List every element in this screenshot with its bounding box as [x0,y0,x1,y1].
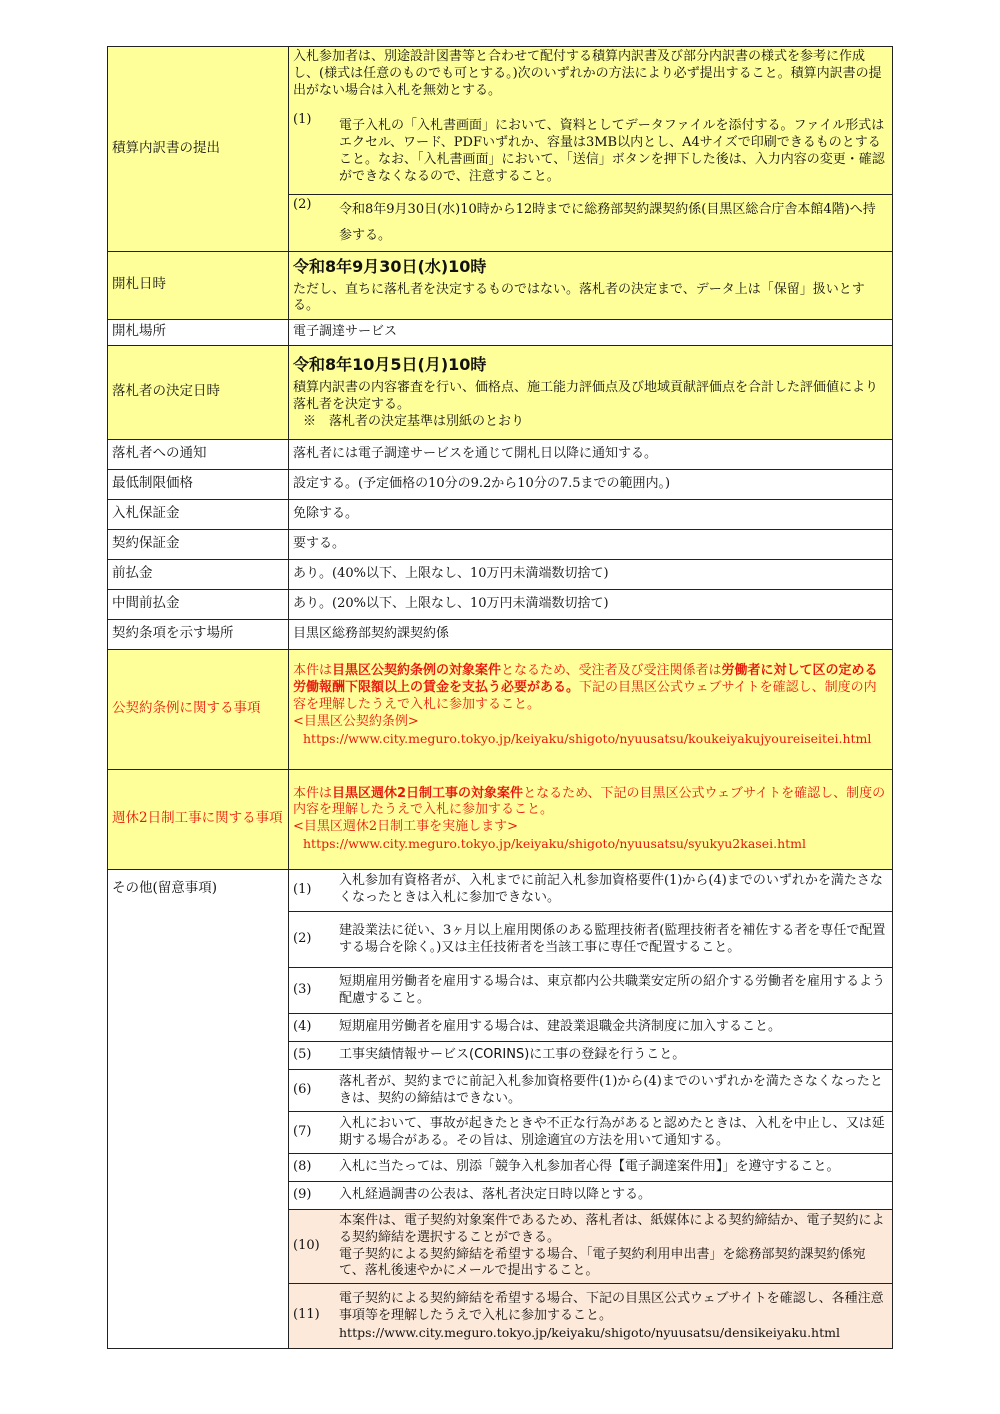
row-label: 落札者への通知 [108,439,289,469]
public-contract-url[interactable]: https://www.city.meguro.tokyo.jp/keiyaku/shigoto/nyuusatsu/koukeiyakujyoureiseitei.html [303,730,872,746]
item-number: (1) [293,112,312,127]
row-label: 公契約条例に関する事項 [108,649,289,769]
row-mid-advance [108,589,893,619]
list-item [289,1014,892,1042]
estimate-intro: 入札参加者は、別途設計図書等と合わせて配付する積算内訳書及び部分内訳書の様式を参考に作成し、(様式は任意のものでも可とする。)次のいずれかの方法により必ず提出すること。積算内訳書の提出がない場合は入札を無効とする。 [293,49,882,98]
decision-note: 積算内訳書の内容審査を行い、価格点、施工能力評価点及び地域貢献評価点を合計した評価値により落札者を決定する。 [293,380,879,412]
public-contract-text: 本件は目黒区公契約条例の対象案件となるため、受注者及び受注関係者は労働者に対して区の定める労働報酬下限額以上の賃金を支払う必要がある。下記の目黒区公式ウェブサイトを確認し、制度の内容を理解したうえで入札に参加すること。 [293,663,878,712]
decision-datetime-value: 令和8年10月5日(月)10時 [293,355,487,375]
item-text: 電子契約による契約締結を希望する場合、下記の目黒区公式ウェブサイトを確認し、各種注意事項等を理解したうえで入札に参加すること。 https://www.city.meguro.tokyo.jp/keiyaku/shigoto/nyuusatsu/densikeiyaku.html [335,1284,892,1348]
item-number: (8) [289,1154,335,1182]
item-number: (6) [289,1070,335,1112]
opening-datetime-value: 令和8年9月30日(水)10時 [293,256,487,276]
item-text: 本案件は、電子契約対象案件であるため、落札者は、紙媒体による契約締結か、電子契約による契約締結を選択することができる。 電子契約による契約締結を希望する場合、「電子契約利用申出書」を総務部契約課契約係宛て、落札後速やかにメールで提出すること。 [335,1210,892,1284]
row-min-price [108,469,893,499]
list-item [289,1182,892,1210]
item-number: (5) [289,1042,335,1070]
row-label: 契約保証金 [108,529,289,559]
row-label: 入札保証金 [108,499,289,529]
row-opening-place [108,319,893,345]
item-text: 入札に当たっては、別添「競争入札参加者心得【電子調達案件用】」を遵守すること。 [335,1154,892,1182]
list-item [289,1042,892,1070]
decision-criteria-note: ※ 落札者の決定基準は別紙のとおり [303,413,525,429]
row-others [108,869,893,1348]
row-value: 電子調達サービス [289,319,893,345]
row-label: 積算内訳書の提出 [108,47,289,252]
list-item [289,1070,892,1112]
row-label: その他(留意事項) [108,869,289,1348]
item-text: 短期雇用労働者を雇用する場合は、建設業退職金共済制度に加入すること。 [335,1014,892,1042]
row-bid-bond [108,499,893,529]
item-text: 令和8年9月30日(水)10時から12時までに総務部契約課契約係(目黒区総合庁舎本館4階)へ持参する。 [335,194,892,251]
public-contract-link-title: <目黒区公契約条例> [293,713,419,729]
list-item [289,968,892,1014]
row-label: 中間前払金 [108,589,289,619]
list-item [289,1112,892,1154]
item-number: (10) [289,1210,335,1284]
row-notify [108,439,893,469]
conditions-table [107,46,893,1349]
list-item [289,912,892,968]
row-value: あり。(20%以下、上限なし、10万円未満端数切捨て) [289,589,893,619]
item-text: 入札経過調書の公表は、落札者決定日時以降とする。 [335,1182,892,1210]
list-item [289,1210,892,1284]
row-weekly-two [108,769,893,869]
item-text: 落札者が、契約までに前記入札参加資格要件(1)から(4)までのいずれかを満たさなくなったときは、契約の締結はできない。 [335,1070,892,1112]
row-label: 開札日時 [108,251,289,319]
row-label: 週休2日制工事に関する事項 [108,769,289,869]
row-decision [108,345,893,439]
list-item [289,1284,892,1348]
electronic-contract-url[interactable]: https://www.city.meguro.tokyo.jp/keiyaku/shigoto/nyuusatsu/densikeiyaku.html [339,1324,840,1340]
row-label: 前払金 [108,559,289,589]
item-text: 工事実績情報サービス(CORINS)に工事の登録を行うこと。 [335,1042,892,1070]
item-text: 入札において、事故が起きたときや不正な行為があると認めたときは、入札を中止し、又は延期する場合がある。その旨は、別途適宜の方法を用いて通知する。 [335,1112,892,1154]
row-label: 契約条項を示す場所 [108,619,289,649]
row-estimate [108,47,893,252]
row-contract-bond [108,529,893,559]
item-text: 短期雇用労働者を雇用する場合は、東京都内公共職業安定所の紹介する労働者を雇用するよう配慮すること。 [335,968,892,1014]
item-number: (7) [289,1112,335,1154]
weekly-two-link-title: <目黒区週休2日制工事を実施します> [293,819,519,835]
row-value: あり。(40%以下、上限なし、10万円未満端数切捨て) [289,559,893,589]
document [107,46,893,1349]
item-number: (4) [289,1014,335,1042]
item-text: 電子入札の「入札書画面」において、資料としてデータファイルを添付する。ファイル形式はエクセル、ワード、PDFいずれか、容量は3MB以内とし、A4サイズで印刷できるものとすること。なお、「入札書画面」において、「送信」ボタンを押下した後は、入力内容の変更・確認ができなくなるので、注意すること。 [339,117,885,184]
weekly-two-url[interactable]: https://www.city.meguro.tokyo.jp/keiyaku/shigoto/nyuusatsu/syukyu2kasei.html [303,836,806,852]
row-value: 設定する。(予定価格の10分の9.2から10分の7.5までの範囲内。) [289,469,893,499]
row-value: 目黒区総務部契約課契約係 [289,619,893,649]
item-text: 建設業法に従い、3ヶ月以上雇用関係のある監理技術者(監理技術者を補佐する者を専任で配置する場合を除く。)又は主任技術者を当該工事に専任で配置すること。 [335,912,892,968]
item-number: (1) [293,881,312,897]
row-label: 開札場所 [108,319,289,345]
item-number: (3) [289,968,335,1014]
list-item [289,1154,892,1182]
row-label: 落札者の決定日時 [108,345,289,439]
row-value: 免除する。 [289,499,893,529]
row-label: 最低制限価格 [108,469,289,499]
item-number: (2) [289,194,335,251]
row-terms-place [108,619,893,649]
row-opening-datetime [108,251,893,319]
item-number: (11) [289,1284,335,1348]
item-text: 入札参加有資格者が、入札までに前記入札参加資格要件(1)から(4)までのいずれかを満たさなくなったときは入札に参加できない。 [339,873,883,906]
opening-datetime-note: ただし、直ちに落札者を決定するものではない。落札者の決定まで、データ上は「保留」扱いとする。 [293,281,865,314]
others-list [289,870,892,1348]
item-number: (9) [289,1182,335,1210]
row-value: 要する。 [289,529,893,559]
weekly-two-text: 本件は目黒区週休2日制工事の対象案件となるため、下記の目黒区公式ウェブサイトを確認し、制度の内容を理解したうえで入札に参加すること。 [293,785,886,818]
row-public-contract [108,649,893,769]
list-item [289,870,892,912]
item-number: (2) [289,912,335,968]
row-value: 落札者には電子調達サービスを通じて開札日以降に通知する。 [289,439,893,469]
row-advance [108,559,893,589]
